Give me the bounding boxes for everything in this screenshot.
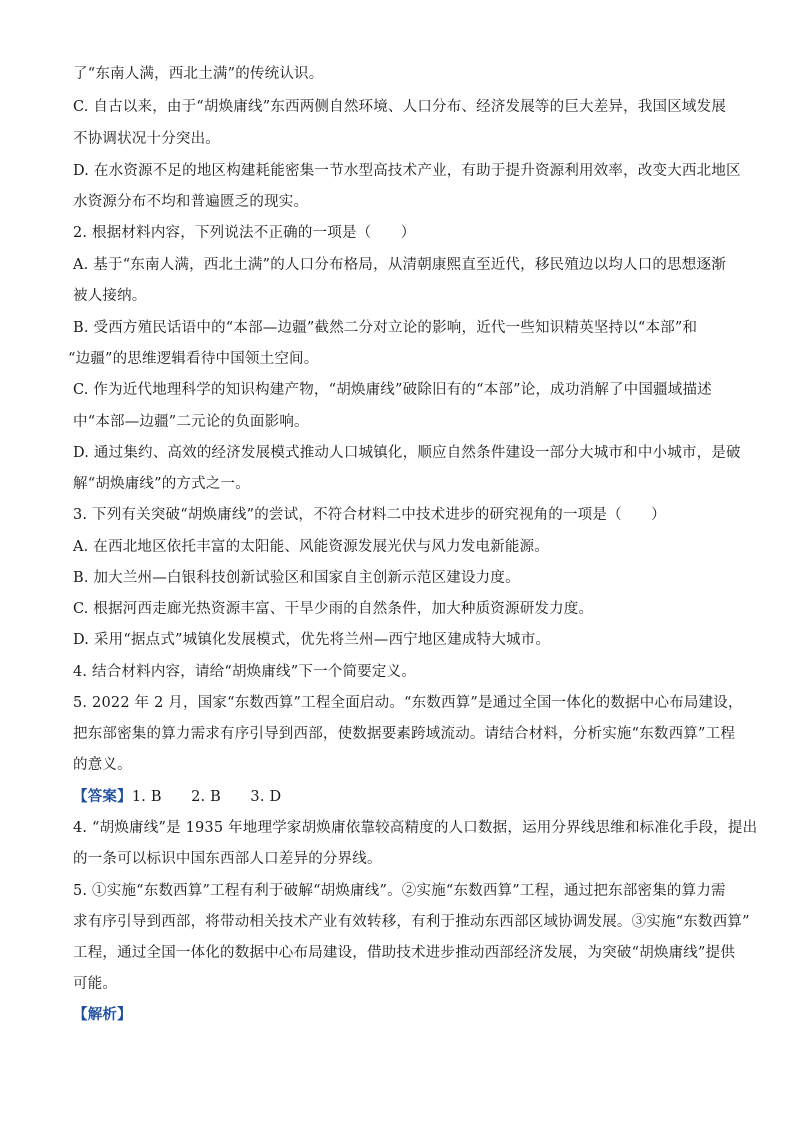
explain-line: 4. “胡焕庸线”是 1935 年地理学家胡焕庸依靠较高精度的人口数据，运用分界线思维和标准化手段，提出 [73, 820, 758, 836]
text-line: 不协调状况十分突出。 [73, 131, 220, 147]
question-4: 4. 结合材料内容，请给“胡焕庸线”下一个简要定义。 [73, 664, 416, 680]
option-c-line: C. 自古以来，由于“胡焕庸线”东西两侧自然环境、人口分布、经济发展等的巨大差异，我国区域发展 [73, 99, 727, 115]
option-a-line: A. 基于“东南人满，西北土满”的人口分布格局，从清朝康熙直至近代，移民殖边以均人口的思想逐渐 [73, 257, 726, 273]
answer-line [73, 787, 733, 807]
answer-tag: 【答案】 [73, 788, 132, 805]
explain-line: 5. ①实施“东数西算”工程有利于破解“胡焕庸线”。②实施“东数西算”工程，通过把东部密集的算力需 [73, 883, 726, 899]
text-line: “边疆”的思维逻辑看待中国领土空间。 [68, 351, 319, 367]
option-b-line: B. 加大兰州—白银科技创新试验区和国家自主创新示范区建设力度。 [73, 570, 520, 586]
analysis-tag: 【解析】 [73, 1006, 132, 1023]
explain-line: 的一条可以标识中国东西部人口差异的分界线。 [73, 851, 382, 867]
option-c-line: C. 根据河西走廊光热资源丰富、干旱少雨的自然条件，加大种质资源研发力度。 [73, 601, 594, 617]
option-d-line: D. 通过集约、高效的经济发展模式推动人口城镇化，顺应自然条件建设一部分大城市和中小城市，是破 [73, 445, 741, 461]
option-c-line: C. 作为近代地理科学的知识构建产物，“胡焕庸线”破除旧有的“本部”论，成功消解了中国疆域描述 [73, 382, 712, 398]
option-a-line: A. 在西北地区依托丰富的太阳能、风能资源发展光伏与风力发电新能源。 [73, 539, 549, 555]
text-line: 了“东南人满，西北土满”的传统认识。 [73, 66, 324, 82]
question-5: 5. 2022 年 2 月，国家“东数西算”工程全面启动。“东数西算”是通过全国一体化的数据中心布局建设， [73, 695, 743, 711]
text-line: 解“胡焕庸线”的方式之一。 [73, 476, 250, 492]
option-d-line: D. 在水资源不足的地区构建耗能密集一节水型高技术产业，有助于提升资源利用效率，改变大西北地区 [73, 163, 741, 179]
explain-line: 工程，通过全国一体化的数据中心布局建设，借助技术进步推动西部经济发展，为突破“胡焕庸线”提供 [73, 945, 736, 961]
text-line: 把东部密集的算力需求有序引导到西部，使数据要素跨域流动。请结合材料，分析实施“东数西算”工程 [73, 726, 736, 742]
answer-text: 1. B 2. B 3. D [131, 789, 282, 805]
text-line: 被人接纳。 [73, 288, 147, 304]
explain-line: 求有序引导到西部，将带动相关技术产业有效转移，有利于推动东西部区域协调发展。③实施“东数西算” [73, 914, 750, 930]
text-line: 水资源分布不均和普遍匮乏的现实。 [73, 194, 309, 210]
analysis-line [73, 1005, 733, 1025]
text-line: 中“本部—边疆”二元论的负面影响。 [73, 414, 309, 430]
question-2: 2. 根据材料内容，下列说法不正确的一项是（ ） [73, 225, 416, 241]
option-d-line: D. 采用“据点式”城镇化发展模式，优先将兰州—西宁地区建成特大城市。 [73, 632, 551, 648]
text-line: 的意义。 [73, 757, 132, 773]
explain-line: 可能。 [73, 976, 118, 992]
option-b-line: B. 受西方殖民话语中的“本部—边疆”截然二分对立论的影响，近代一些知识精英坚持以“本部”和 [73, 320, 698, 336]
question-3: 3. 下列有关突破“胡焕庸线”的尝试，不符合材料二中技术进步的研究视角的一项是（ ） [73, 507, 666, 523]
